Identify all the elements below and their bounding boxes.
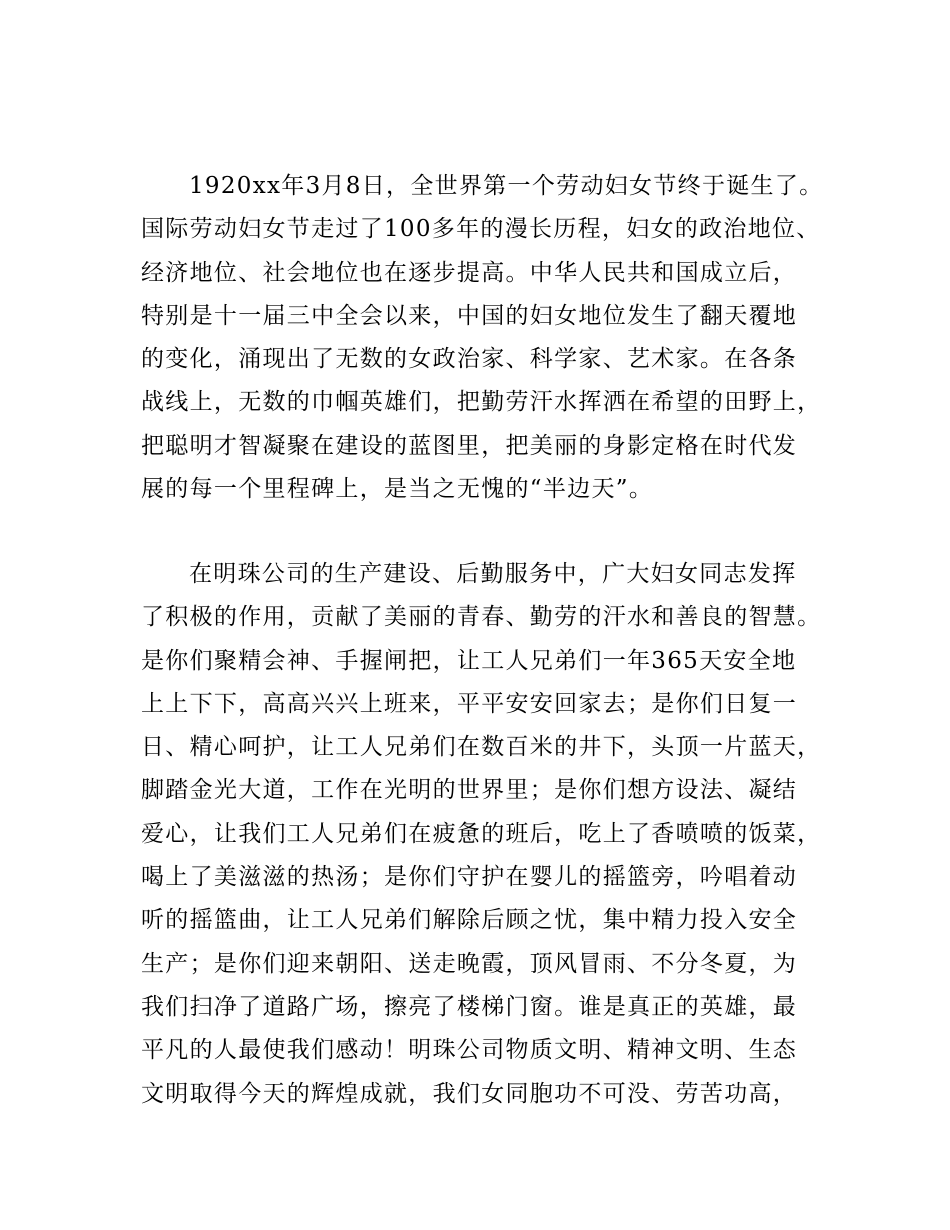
- text-line: 爱心，让我们工人兄弟们在疲惫的班后，吃上了香喷喷的饭菜，: [141, 820, 822, 847]
- text-line: 在明珠公司的生产建设、后勤服务中，广大妇女同志发挥: [189, 561, 797, 587]
- text-line: 是你们聚精会神、手握闸把，让工人兄弟们一年365天安全地: [141, 647, 797, 674]
- text-line: 展的每一个里程碑上，是当之无愧的“半边天”。: [141, 476, 654, 503]
- text-line: 平凡的人最使我们感动！明珠公司物质文明、精神文明、生态: [141, 1037, 798, 1064]
- text-line: 日、精心呵护，让工人兄弟们在数百米的井下，头顶一片蓝天，: [141, 734, 822, 761]
- text-line: 把聪明才智凝聚在建设的蓝图里，把美丽的身影定格在时代发: [141, 432, 798, 459]
- text-line: 1920xx年3月8日，全世界第一个劳动妇女节终于诞生了。: [189, 173, 824, 199]
- paragraph-mingzhu-company: [141, 553, 841, 1116]
- text-line: 我们扫净了道路广场，擦亮了楼梯门窗。谁是真正的英雄，最: [141, 993, 798, 1020]
- text-line: 喝上了美滋滋的热汤；是你们守护在婴儿的摇篮旁，吟唱着动: [141, 864, 798, 891]
- text-line: 的变化，涌现出了无数的女政治家、科学家、艺术家。在各条: [141, 346, 798, 373]
- text-line: 文明取得今天的辉煌成就，我们女同胞功不可没、劳苦功高，: [141, 1080, 798, 1107]
- text-line: 脚踏金光大道，工作在光明的世界里；是你们想方设法、凝结: [141, 777, 798, 804]
- text-line: 经济地位、社会地位也在逐步提高。中华人民共和国成立后，: [141, 259, 798, 286]
- text-line: 生产；是你们迎来朝阳、送走晚霞，顶风冒雨、不分冬夏，为: [141, 950, 798, 977]
- text-line: 听的摇篮曲，让工人兄弟们解除后顾之忧，集中精力投入安全: [141, 907, 798, 934]
- text-line: 国际劳动妇女节走过了100多年的漫长历程，妇女的政治地位、: [141, 216, 821, 243]
- text-line: 特别是十一届三中全会以来，中国的妇女地位发生了翻天覆地: [141, 302, 798, 329]
- text-line: 上上下下，高高兴兴上班来，平平安安回家去；是你们日复一: [141, 690, 798, 717]
- text-line: 战线上，无数的巾帼英雄们，把勤劳汗水挥洒在希望的田野上，: [141, 389, 822, 416]
- paragraph-womens-day-history: [141, 165, 841, 511]
- text-line: 了积极的作用，贡献了美丽的青春、勤劳的汗水和善良的智慧。: [141, 604, 822, 631]
